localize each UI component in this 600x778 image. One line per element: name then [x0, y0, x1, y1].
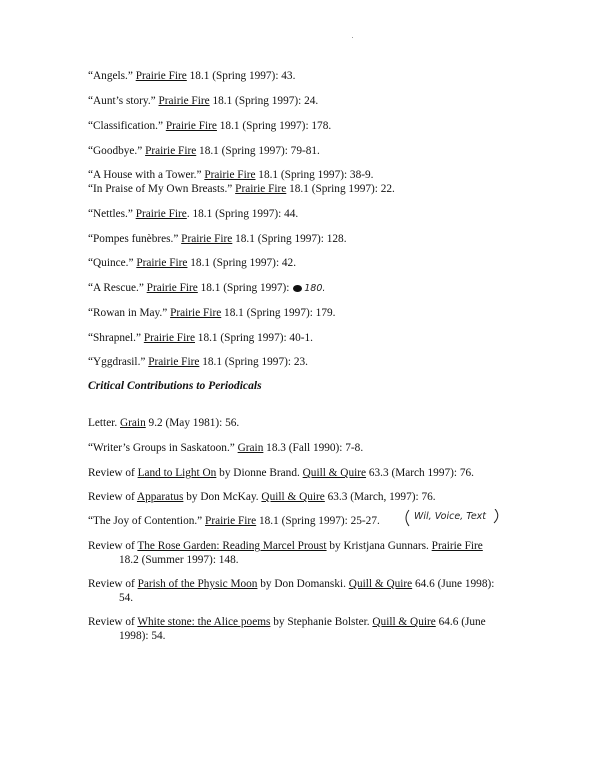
- scan-speck: [352, 37, 353, 38]
- handwritten-note: Wil, Voice, Text: [414, 511, 487, 522]
- entry-shrapnel: [88, 331, 518, 345]
- entry-text: “Nettles.”: [88, 208, 136, 220]
- entry-citation: 18.1 (Spring 1997): 40-1.: [194, 332, 313, 344]
- journal-title: Quill & Quire: [372, 616, 436, 628]
- entry-text: “Classification.”: [88, 120, 166, 132]
- entry-text: “A Rescue.”: [88, 282, 147, 294]
- journal-title: Prairie Fire: [148, 356, 200, 368]
- entry-text: “Quince.”: [88, 257, 137, 269]
- entry-author: by Kristjana Gunnars.: [326, 540, 432, 552]
- journal-title: Prairie Fire: [135, 208, 187, 220]
- entry-house-with-tower: [88, 168, 518, 182]
- journal-title: Prairie Fire: [235, 183, 287, 195]
- journal-title: Prairie Fire: [170, 307, 222, 319]
- entry-citation: 18.1 (Spring 1997): 179.: [221, 307, 336, 319]
- entry-review-land-to-light-on: [88, 466, 518, 480]
- entry-rowan-in-may: [88, 306, 518, 320]
- journal-title: Quill & Quire: [302, 467, 367, 479]
- entry-text: “Writer’s Groups in Saskatoon.”: [88, 442, 238, 454]
- entry-quince: [88, 256, 518, 270]
- entry-text: “Rowan in May.”: [88, 307, 171, 319]
- entry-pompes-funebres: [88, 232, 518, 246]
- entry-nettles: [88, 207, 518, 221]
- journal-title: Prairie Fire: [165, 120, 217, 132]
- entry-author: by Dionne Brand.: [216, 467, 303, 479]
- journal-title: Quill & Quire: [261, 491, 325, 503]
- book-title: The Rose Garden: Reading Marcel Proust: [137, 540, 327, 552]
- entry-letter-grain: [88, 416, 518, 430]
- entry-goodbye: [88, 144, 518, 158]
- entry-text: “Shrapnel.”: [88, 332, 144, 344]
- entry-text: Letter.: [88, 417, 120, 429]
- entry-text: “The Joy of Contention.”: [88, 515, 206, 527]
- entry-citation: 63.3 (March 1997): 76.: [366, 467, 474, 479]
- journal-title: Grain: [237, 442, 264, 454]
- journal-title: Prairie Fire: [135, 70, 187, 82]
- entry-citation: 18.1 (Spring 1997): 38-9.: [255, 169, 374, 181]
- section-heading: Critical Contributions to Periodicals: [88, 379, 262, 392]
- entry-citation: 64.6 (June: [435, 616, 486, 628]
- journal-title: Prairie Fire: [145, 145, 197, 157]
- handwritten-page-number: 180.: [304, 283, 326, 294]
- entry-text: “Angels.”: [88, 70, 136, 82]
- entry-author: by Stephanie Bolster.: [270, 616, 373, 628]
- journal-title: Prairie Fire: [205, 515, 257, 527]
- entry-text: “Goodbye.”: [88, 145, 146, 157]
- entry-text: “Aunt’s story.”: [88, 95, 159, 107]
- entry-citation: 18.1 (Spring 1997): 43.: [186, 70, 296, 82]
- entry-text: Review of: [88, 491, 137, 503]
- entry-in-praise: [88, 182, 518, 196]
- journal-title: Quill & Quire: [348, 578, 413, 590]
- entry-citation: 18.1 (Spring 1997): 128.: [232, 233, 347, 245]
- ink-blot: [293, 285, 302, 292]
- entry-citation: 9.2 (May 1981): 56.: [145, 417, 240, 429]
- entry-review-apparatus: [88, 490, 518, 504]
- entry-review-parish: [88, 577, 518, 605]
- entry-text: Review of: [88, 578, 138, 590]
- entry-citation: 18.3 (Fall 1990): 7-8.: [263, 442, 364, 454]
- entry-citation-cont: 1998): 54.: [119, 630, 166, 642]
- entry-text: Review of: [88, 616, 138, 628]
- entry-citation: 64.6 (June 1998):: [412, 578, 495, 590]
- journal-title: Prairie Fire: [158, 95, 210, 107]
- entry-text: “A House with a Tower.”: [88, 169, 205, 181]
- entry-author: by Don McKay.: [183, 491, 262, 503]
- entry-citation: 18.1 (Spring 1997): 79-81.: [196, 145, 320, 157]
- entry-text: “Pompes funèbres.”: [88, 233, 182, 245]
- entry-angels: [88, 69, 518, 83]
- entry-aunts-story: [88, 94, 518, 108]
- entry-citation: 18.1 (Spring 1997): 25-27.: [256, 515, 380, 527]
- entry-author: by Don Domanski.: [257, 578, 349, 590]
- journal-title: Prairie Fire: [431, 540, 483, 552]
- entry-citation: 63.3 (March, 1997): 76.: [324, 491, 436, 503]
- entry-text: Review of: [88, 467, 138, 479]
- handwritten-annotation: [402, 509, 502, 527]
- entry-a-rescue: [88, 281, 518, 296]
- entry-citation: 18.1 (Spring 1997): 23.: [199, 356, 308, 368]
- entry-citation: 18.2 (Summer 1997): 148.: [119, 554, 239, 566]
- entry-citation: 18.1 (Spring 1997): 24.: [209, 95, 319, 107]
- entry-citation: 18.1 (Spring 1997): 42.: [187, 257, 297, 269]
- book-title: Apparatus: [136, 491, 184, 503]
- entry-citation: . 18.1 (Spring 1997): 44.: [186, 208, 299, 220]
- entry-text: “In Praise of My Own Breasts.”: [88, 183, 236, 195]
- book-title: Land to Light On: [137, 467, 217, 479]
- entry-text: Review of: [88, 540, 138, 552]
- entry-classification: [88, 119, 518, 133]
- entry-yggdrasil: [88, 355, 518, 369]
- entry-citation-cont: 54.: [119, 592, 134, 604]
- journal-title: Prairie Fire: [204, 169, 256, 181]
- entry-citation: 18.1 (Spring 1997): 178.: [216, 120, 332, 132]
- entry-text: “Yggdrasil.”: [88, 356, 149, 368]
- journal-title: Prairie Fire: [181, 233, 233, 245]
- entry-citation: 18.1 (Spring 1997):: [197, 282, 293, 294]
- journal-title: Grain: [120, 417, 146, 429]
- book-title: Parish of the Physic Moon: [137, 578, 258, 590]
- journal-title: Prairie Fire: [146, 282, 198, 294]
- entry-citation: 18.1 (Spring 1997): 22.: [286, 183, 395, 195]
- entry-writers-groups: [88, 441, 518, 455]
- journal-title: Prairie Fire: [143, 332, 195, 344]
- entry-review-white-stone: [88, 615, 518, 643]
- entry-review-rose-garden: [88, 539, 518, 567]
- journal-title: Prairie Fire: [136, 257, 188, 269]
- book-title: White stone: the Alice poems: [137, 616, 271, 628]
